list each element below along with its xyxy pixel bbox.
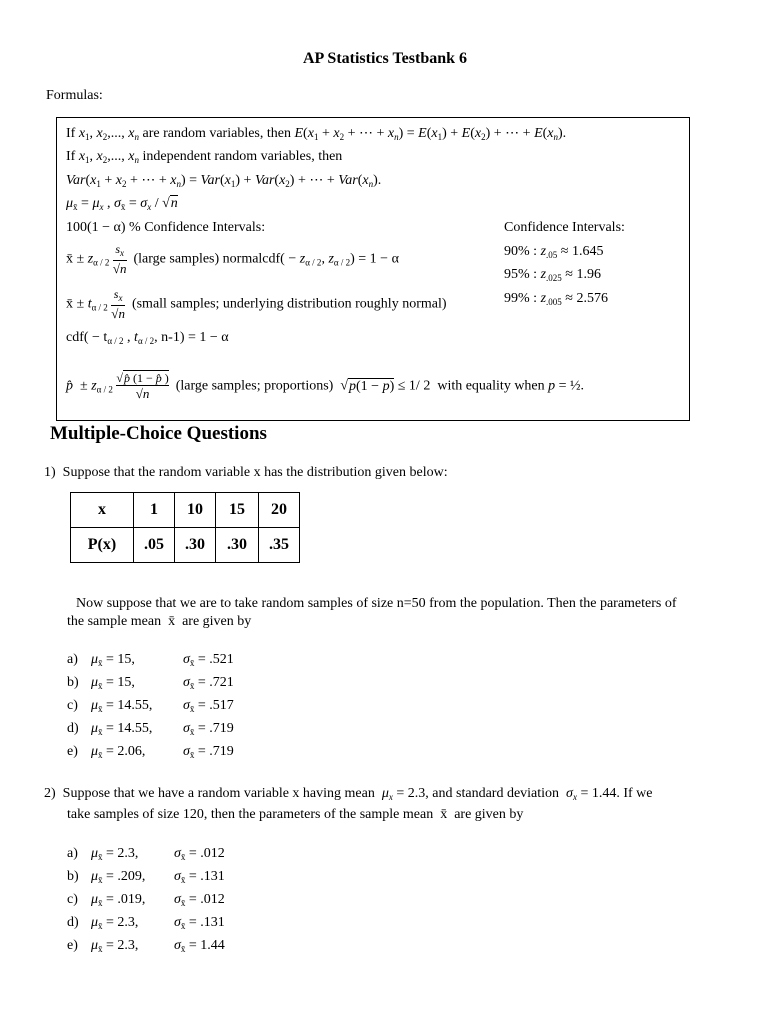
formula-line-variance: $Var(x_1 + x_2$ + ⋯ + $x_n) = Var(x_1) + Var(x_2)$ + ⋯ + $Var(x_n)$.	[66, 173, 382, 189]
answer-option[interactable]: b) $\mu_{x̄} = 15$, $\sigma_{x̄} = .721$	[67, 675, 234, 691]
answer-option[interactable]: c) $\mu_{x̄} = 14.55$, $\sigma_{x̄} = .517$	[67, 698, 234, 714]
table-cell: .30	[175, 528, 216, 563]
answer-option[interactable]: d) $\mu_{x̄} = 2.3$, $\sigma_{x̄} = .131$	[67, 915, 225, 931]
question-1-text: 1) Suppose that the random variable x has the distribution given below:	[44, 465, 448, 480]
ci-header: Confidence Intervals:	[504, 220, 625, 235]
formula-line-sampling-mean: $\mu_{x̄} = \mu_x$ , $\sigma_{x̄} = \sigma_x / √n$	[66, 196, 178, 212]
answer-option[interactable]: c) $\mu_{x̄} = .019$, $\sigma_{x̄} = .012$	[67, 892, 225, 908]
answer-option[interactable]: e) $\mu_{x̄} = 2.06$, $\sigma_{x̄} = .719$	[67, 744, 234, 760]
ci-row: 90% : $z_{.05} \approx 1.645$	[504, 244, 604, 260]
section-heading: Multiple-Choice Questions	[50, 423, 267, 444]
answer-option[interactable]: b) $\mu_{x̄} = .209$, $\sigma_{x̄} = .131$	[67, 869, 225, 885]
table-cell: .35	[259, 528, 300, 563]
formula-z-interval: x̄ ± $z_{\alpha / 2}$ $\frac{s_x}{√n}$ (large samples) normalcdf( − $z_{\alpha / 2}$, $z_{\alpha / 2}) = 1 - \alpha$	[66, 242, 399, 276]
question-2-text-2: take samples of size 120, then the parameters of the sample mean x̄ are given by	[67, 807, 524, 822]
formula-line-ci-label: 100(1 − α) % Confidence Intervals:	[66, 220, 266, 235]
table-cell: 10	[175, 493, 216, 528]
formula-cdf: $cdf( - t_{\alpha / 2}$ , $t_{\alpha / 2}$, n-1) = 1 − α	[66, 330, 229, 346]
table-cell: 15	[216, 493, 259, 528]
page-title: AP Statistics Testbank 6	[302, 50, 468, 67]
formula-t-interval: x̄ ± $t_{\alpha / 2}$ $\frac{s_x}{√n}$ (small samples; underlying distribution roughly normal)	[66, 287, 447, 321]
answer-option[interactable]: d) $\mu_{x̄} = 14.55$, $\sigma_{x̄} = .719$	[67, 721, 234, 737]
ci-row: 95% : $z_{.025} \approx 1.96$	[504, 267, 601, 283]
ci-row: 99% : $z_{.005} \approx 2.576$	[504, 291, 608, 307]
table-cell: .30	[216, 528, 259, 563]
table-row	[71, 493, 300, 528]
formula-proportion: p̂ ± $z_{\alpha / 2}$ $\frac{√p̂ (1 - p̂ )}{√n}$ (large samples; proportions) √p(1 − p) ≤ 1/ 2 with equality when p = ½.	[66, 371, 585, 401]
formula-line-independent: If $x_1$, $x_2$,..., $x_n$ independent random variables, then	[66, 149, 343, 165]
formulas-label: Formulas:	[46, 88, 103, 103]
answer-option[interactable]: e) $\mu_{x̄} = 2.3$, $\sigma_{x̄} = 1.44$	[67, 938, 225, 954]
question-1-paragraph-2: the sample mean x̄ are given by	[67, 614, 252, 629]
question-2-text: 2) Suppose that we have a random variable x having mean $\mu_x = 2.3$, and standard deviation $\sigma_x = 1.44$. If we	[44, 786, 653, 802]
table-cell: P(x)	[71, 528, 134, 563]
answer-option[interactable]: a) $\mu_{x̄} = 2.3$, $\sigma_{x̄} = .012$	[67, 846, 225, 862]
table-cell: 1	[134, 493, 175, 528]
table-cell: 20	[259, 493, 300, 528]
formula-line-expectation: If $x_1$, $x_2$,..., $x_n$ are random variables, then $E(x_1 + x_2$ + ⋯ + $x_n) = E(x_1) + E(x_2)$ + ⋯ + $E(x_n)$.	[66, 126, 567, 142]
table-row	[71, 528, 300, 563]
table-cell: .05	[134, 528, 175, 563]
distribution-table	[70, 492, 300, 563]
answer-option[interactable]: a) $\mu_{x̄} = 15$, $\sigma_{x̄} = .521$	[67, 652, 234, 668]
question-1-paragraph: Now suppose that we are to take random samples of size n=50 from the population. Then the parameters of	[76, 596, 677, 611]
table-cell: x	[71, 493, 134, 528]
